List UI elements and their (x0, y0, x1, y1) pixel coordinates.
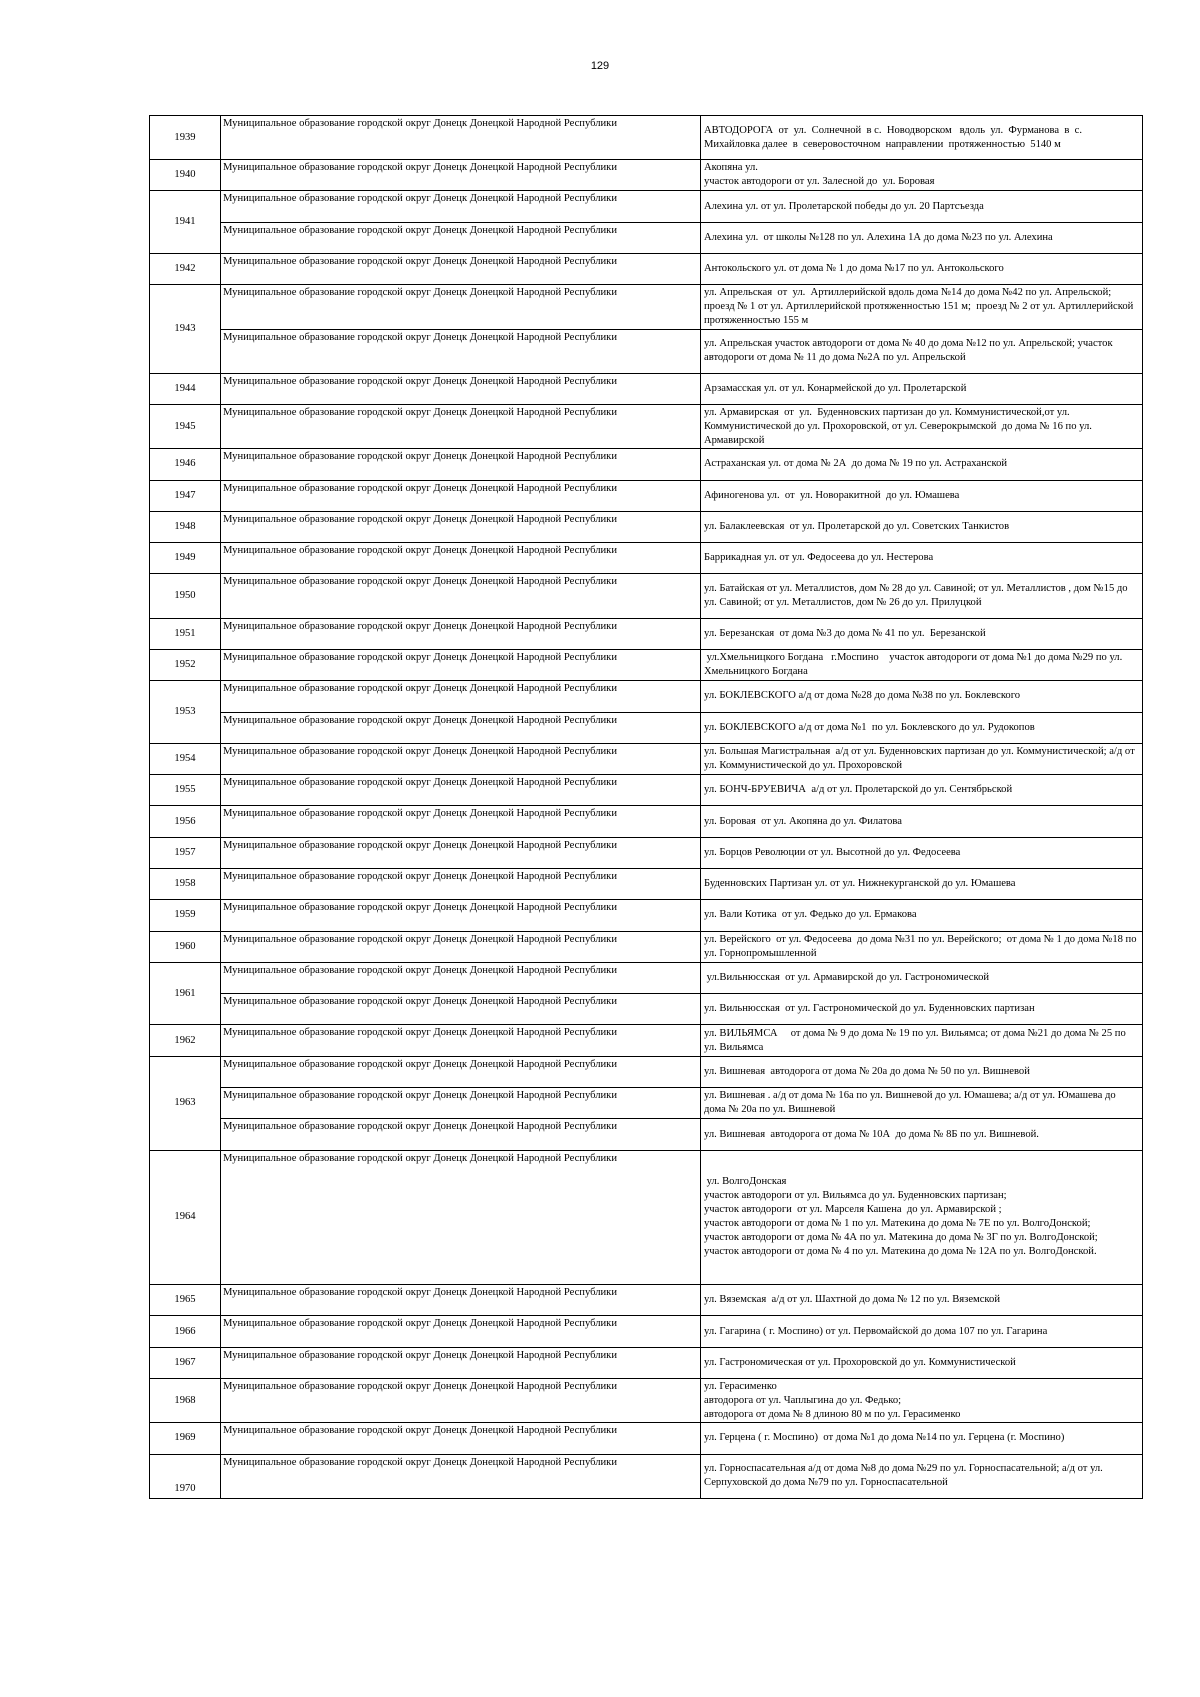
description-line: ул. Борцов Революции от ул. Высотной до ул. Федосеева (704, 846, 961, 858)
road-description (701, 543, 1143, 574)
table-row (150, 1088, 1143, 1119)
table-row (150, 373, 1143, 404)
entry-number: 1963 (150, 1056, 221, 1150)
description-line: ул. ВИЛЬЯМСА от дома № 9 до дома № 19 по ул. Вильямса; от дома №21 до дома № 25 по ул. Вильямса (704, 1027, 1129, 1053)
road-description (701, 900, 1143, 931)
description-line: участок автодороги от дома № 1 по ул. Матекина до дома № 7Е по ул. ВолгоДонской; (704, 1218, 1091, 1230)
table-row (150, 254, 1143, 285)
description-line: ул. БОКЛЕВСКОГО а/д от дома №1 по ул. Боклевского до ул. Рудокопов (704, 721, 1035, 733)
entry-number: 1970 (150, 1454, 221, 1498)
description-line: Арзамасская ул. от ул. Конармейской до ул. Пролетарской (704, 382, 967, 394)
table-row (150, 868, 1143, 899)
owner-cell: Муниципальное образование городской округ Донецк Донецкой Народной Республики (221, 618, 701, 649)
road-description (701, 449, 1143, 480)
owner-cell: Муниципальное образование городской округ Донецк Донецкой Народной Республики (221, 254, 701, 285)
entry-number: 1946 (150, 449, 221, 480)
owner-cell: Муниципальное образование городской округ Донецк Донецкой Народной Республики (221, 868, 701, 899)
table-row (150, 1423, 1143, 1454)
entry-number: 1969 (150, 1423, 221, 1454)
road-description (701, 712, 1143, 743)
road-description (701, 1285, 1143, 1316)
table-row (150, 191, 1143, 222)
owner-cell: Муниципальное образование городской округ Донецк Донецкой Народной Республики (221, 775, 701, 806)
entry-number: 1968 (150, 1379, 221, 1423)
entry-number: 1960 (150, 931, 221, 962)
entry-number: 1947 (150, 480, 221, 511)
description-line: ул. БОКЛЕВСКОГО а/д от дома №28 до дома №38 по ул. Боклевского (704, 690, 1021, 702)
description-line: автодорога от дома № 8 длиною 80 м по ул. Герасименко (704, 1408, 961, 1420)
road-description (701, 1150, 1143, 1285)
entry-number: 1965 (150, 1285, 221, 1316)
description-line: ул. ВолгоДонская (704, 1176, 787, 1188)
table-row (150, 1150, 1143, 1285)
description-line: АВТОДОРОГА от ул. Солнечной в с. Новодворском вдоль ул. Фурманова в с. Михайловка далее в северовосточном направлении протяженностью 5140 м (704, 124, 1085, 150)
table-row (150, 900, 1143, 931)
owner-cell: Муниципальное образование городской округ Донецк Донецкой Народной Республики (221, 511, 701, 542)
table-row (150, 543, 1143, 574)
description-line: Буденновских Партизан ул. от ул. Нижнекурганской до ул. Юмашева (704, 878, 1016, 890)
owner-cell: Муниципальное образование городской округ Донецк Донецкой Народной Республики (221, 329, 701, 373)
description-line: участок автодороги от ул. Залесной до ул. Боровая (704, 176, 935, 188)
description-line: ул. Балаклеевская от ул. Пролетарской до ул. Советских Танкистов (704, 520, 1010, 532)
description-line: участок автодороги от ул. Марселя Кашена до ул. Армавирской ; (704, 1204, 1002, 1216)
owner-cell: Муниципальное образование городской округ Донецк Донецкой Народной Республики (221, 1088, 701, 1119)
road-description (701, 1119, 1143, 1150)
description-line: ул. Боровая от ул. Акопяна до ул. Филатова (704, 815, 902, 827)
entry-number: 1966 (150, 1316, 221, 1347)
table-row (150, 1379, 1143, 1423)
table-row (150, 837, 1143, 868)
road-description (701, 649, 1143, 680)
road-description (701, 480, 1143, 511)
table-row (150, 329, 1143, 373)
description-line: Акопяна ул. (704, 162, 758, 174)
entry-number: 1958 (150, 868, 221, 899)
road-description (701, 994, 1143, 1025)
road-description (701, 618, 1143, 649)
owner-cell: Муниципальное образование городской округ Донецк Донецкой Народной Республики (221, 373, 701, 404)
road-description (701, 962, 1143, 993)
owner-cell: Муниципальное образование городской округ Донецк Донецкой Народной Республики (221, 543, 701, 574)
table-row (150, 1316, 1143, 1347)
table-row (150, 574, 1143, 618)
road-description (701, 837, 1143, 868)
table-row (150, 649, 1143, 680)
entry-number: 1964 (150, 1150, 221, 1285)
owner-cell: Муниципальное образование городской округ Донецк Донецкой Народной Республики (221, 1119, 701, 1150)
page-number: 129 (590, 60, 610, 72)
entry-number: 1953 (150, 681, 221, 744)
entry-number: 1939 (150, 116, 221, 160)
entry-number: 1945 (150, 405, 221, 449)
table-row (150, 994, 1143, 1025)
owner-cell: Муниципальное образование городской округ Донецк Донецкой Народной Республики (221, 574, 701, 618)
entry-number: 1952 (150, 649, 221, 680)
owner-cell: Муниципальное образование городской округ Донецк Донецкой Народной Республики (221, 994, 701, 1025)
road-description (701, 511, 1143, 542)
owner-cell: Муниципальное образование городской округ Донецк Донецкой Народной Республики (221, 1150, 701, 1285)
description-line: ул. Гастрономическая от ул. Прохоровской до ул. Коммунистической (704, 1356, 1016, 1368)
entry-number: 1954 (150, 743, 221, 774)
owner-cell: Муниципальное образование городской округ Донецк Донецкой Народной Республики (221, 1379, 701, 1423)
road-description (701, 160, 1143, 191)
road-description (701, 405, 1143, 449)
description-line: ул. Вишневая автодорога от дома № 20а до дома № 50 по ул. Вишневой (704, 1065, 1030, 1077)
table-row (150, 1347, 1143, 1378)
road-description (701, 191, 1143, 222)
entry-number: 1957 (150, 837, 221, 868)
road-register-table (149, 115, 1143, 1499)
table-row (150, 962, 1143, 993)
entry-number: 1961 (150, 962, 221, 1025)
table-row (150, 743, 1143, 774)
road-description (701, 806, 1143, 837)
table-row (150, 160, 1143, 191)
description-line: Баррикадная ул. от ул. Федосеева до ул. Нестерова (704, 552, 934, 564)
owner-cell: Муниципальное образование городской округ Донецк Донецкой Народной Республики (221, 449, 701, 480)
owner-cell: Муниципальное образование городской округ Донецк Донецкой Народной Республики (221, 1454, 701, 1498)
road-description (701, 681, 1143, 712)
road-description (701, 222, 1143, 253)
owner-cell: Муниципальное образование городской округ Донецк Донецкой Народной Республики (221, 806, 701, 837)
owner-cell: Муниципальное образование городской округ Донецк Донецкой Народной Республики (221, 222, 701, 253)
table-row (150, 1025, 1143, 1056)
road-description (701, 931, 1143, 962)
entry-number: 1941 (150, 191, 221, 254)
description-line: ул. Гагарина ( г. Моспино) от ул. Первомайской до дома 107 по ул. Гагарина (704, 1325, 1048, 1337)
description-line: ул. Вишневая . а/д от дома № 16а по ул. Вишневой до ул. Юмашева; а/д от ул. Юмашева до дома № 20а по ул. Вишневой (704, 1090, 1119, 1116)
owner-cell: Муниципальное образование городской округ Донецк Донецкой Народной Республики (221, 1423, 701, 1454)
description-line: ул. Апрельская участок автодороги от дома № 40 до дома №12 по ул. Апрельской; участок автодороги от дома № 11 до дома №2А по ул. Апрельской (704, 338, 1116, 364)
owner-cell: Муниципальное образование городской округ Донецк Донецкой Народной Республики (221, 743, 701, 774)
owner-cell: Муниципальное образование городской округ Донецк Донецкой Народной Республики (221, 405, 701, 449)
description-line: ул. Вяземская а/д от ул. Шахтной до дома № 12 по ул. Вяземской (704, 1294, 1001, 1306)
road-description (701, 1379, 1143, 1423)
description-line: Алехина ул. от школы №128 по ул. Алехина 1А до дома №23 по ул. Алехина (704, 231, 1053, 243)
table-row (150, 511, 1143, 542)
road-description (701, 329, 1143, 373)
description-line: ул. БОНЧ-БРУЕВИЧА а/д от ул. Пролетарской до ул. Сентябрьской (704, 784, 1013, 796)
owner-cell: Муниципальное образование городской округ Донецк Донецкой Народной Республики (221, 1347, 701, 1378)
register-body (150, 116, 1143, 1499)
road-description (701, 1454, 1143, 1498)
table-row (150, 449, 1143, 480)
entry-number: 1942 (150, 254, 221, 285)
road-description (701, 1056, 1143, 1087)
entry-number: 1962 (150, 1025, 221, 1056)
road-description (701, 1423, 1143, 1454)
description-line: Афиногенова ул. от ул. Новоракитной до ул. Юмашева (704, 489, 960, 501)
description-line: ул. Герасименко (704, 1380, 777, 1392)
owner-cell: Муниципальное образование городской округ Донецк Донецкой Народной Республики (221, 931, 701, 962)
road-description (701, 868, 1143, 899)
road-description (701, 1316, 1143, 1347)
road-description (701, 285, 1143, 329)
description-line: ул. Батайская от ул. Металлистов, дом № 28 до ул. Савиной; от ул. Металлистов , дом №15 до ул. Савиной; от ул. Металлистов, дом № 26 до ул. Прилуцкой (704, 583, 1131, 609)
description-line: Антокольского ул. от дома № 1 до дома №17 по ул. Антокольского (704, 263, 1004, 275)
table-row (150, 775, 1143, 806)
description-line: Астраханская ул. от дома № 2А до дома № 19 по ул. Астраханской (704, 458, 1008, 470)
description-line: ул. Апрельская от ул. Артиллерийской вдоль дома №14 до дома №42 по ул. Апрельской; проезд № 1 от ул. Артиллерийской протяженностью 151 м; проезд № 2 от ул. Артиллерийской протяженностью 155 м (704, 286, 1136, 326)
table-row (150, 1285, 1143, 1316)
owner-cell: Муниципальное образование городской округ Донецк Донецкой Народной Республики (221, 1316, 701, 1347)
table-row (150, 1056, 1143, 1087)
description-line: ул.Вильнюсская от ул. Армавирской до ул. Гастрономической (704, 972, 990, 984)
owner-cell: Муниципальное образование городской округ Донецк Донецкой Народной Республики (221, 480, 701, 511)
owner-cell: Муниципальное образование городской округ Донецк Донецкой Народной Республики (221, 649, 701, 680)
table-row (150, 285, 1143, 329)
owner-cell: Муниципальное образование городской округ Донецк Донецкой Народной Республики (221, 1025, 701, 1056)
entry-number: 1951 (150, 618, 221, 649)
entry-number: 1955 (150, 775, 221, 806)
owner-cell: Муниципальное образование городской округ Донецк Донецкой Народной Республики (221, 285, 701, 329)
road-description (701, 743, 1143, 774)
description-line: ул.Хмельницкого Богдана г.Моспино участок автодороги от дома №1 до дома №29 по ул. Хмельницкого Богдана (704, 652, 1125, 678)
entry-number: 1943 (150, 285, 221, 373)
road-description (701, 373, 1143, 404)
road-description (701, 254, 1143, 285)
owner-cell: Муниципальное образование городской округ Донецк Донецкой Народной Республики (221, 900, 701, 931)
table-row (150, 681, 1143, 712)
road-description (701, 1088, 1143, 1119)
description-line: ул. Вильнюсская от ул. Гастрономической до ул. Буденновских партизан (704, 1003, 1035, 1015)
owner-cell: Муниципальное образование городской округ Донецк Донецкой Народной Республики (221, 681, 701, 712)
road-description (701, 775, 1143, 806)
road-description (701, 1025, 1143, 1056)
table-row (150, 405, 1143, 449)
owner-cell: Муниципальное образование городской округ Донецк Донецкой Народной Республики (221, 191, 701, 222)
description-line: автодорога от ул. Чаплыгина до ул. Федько; (704, 1394, 902, 1406)
table-row (150, 618, 1143, 649)
description-line: участок автодороги от дома № 4 по ул. Матекина до дома № 12А по ул. ВолгоДонской. (704, 1246, 1097, 1258)
road-description (701, 574, 1143, 618)
entry-number: 1949 (150, 543, 221, 574)
owner-cell: Муниципальное образование городской округ Донецк Донецкой Народной Республики (221, 962, 701, 993)
table-row (150, 1119, 1143, 1150)
owner-cell: Муниципальное образование городской округ Донецк Донецкой Народной Республики (221, 1056, 701, 1087)
owner-cell: Муниципальное образование городской округ Донецк Донецкой Народной Республики (221, 160, 701, 191)
description-line: ул. Березанская от дома №3 до дома № 41 по ул. Березанской (704, 627, 986, 639)
owner-cell: Муниципальное образование городской округ Донецк Донецкой Народной Республики (221, 1285, 701, 1316)
table-row (150, 1454, 1143, 1498)
table-row (150, 806, 1143, 837)
table-row (150, 931, 1143, 962)
entry-number: 1940 (150, 160, 221, 191)
description-line: ул. Вишневая автодорога от дома № 10А до дома № 8Б по ул. Вишневой. (704, 1128, 1039, 1140)
description-line: ул. Горноспасательная а/д от дома №8 до дома №29 по ул. Горноспасательной; а/д от ул. Серпуховской до дома №79 по ул. Горноспасательной (704, 1463, 1106, 1489)
entry-number: 1967 (150, 1347, 221, 1378)
description-line: ул. Вали Котика от ул. Федько до ул. Ермакова (704, 909, 917, 921)
entry-number: 1956 (150, 806, 221, 837)
description-line: Алехина ул. от ул. Пролетарской победы до ул. 20 Партсъезда (704, 200, 984, 212)
table-row (150, 712, 1143, 743)
table-row (150, 116, 1143, 160)
table-row (150, 480, 1143, 511)
owner-cell: Муниципальное образование городской округ Донецк Донецкой Народной Республики (221, 837, 701, 868)
description-line: ул. Большая Магистральная а/д от ул. Буденновских партизан до ул. Коммунистической; а/д от ул. Коммунистической до ул. Прохоровской (704, 745, 1138, 771)
entry-number: 1948 (150, 511, 221, 542)
table-row (150, 222, 1143, 253)
description-line: ул. Верейского от ул. Федосеева до дома №31 по ул. Верейского; от дома № 1 до дома №18 по ул. Горнопромышленной (704, 933, 1140, 959)
description-line: ул. Армавирская от ул. Буденновских партизан до ул. Коммунистической,от ул. Коммунистической до ул. Прохоровской, от ул. Северокрымской до дома № 16 по ул. Армавирской (704, 406, 1095, 446)
owner-cell: Муниципальное образование городской округ Донецк Донецкой Народной Республики (221, 712, 701, 743)
entry-number: 1944 (150, 373, 221, 404)
entry-number: 1950 (150, 574, 221, 618)
road-description (701, 116, 1143, 160)
description-line: участок автодороги от ул. Вильямса до ул. Буденновских партизан; (704, 1190, 1007, 1202)
road-description (701, 1347, 1143, 1378)
description-line: участок автодороги от дома № 4А по ул. Матекина до дома № 3Г по ул. ВолгоДонской; (704, 1232, 1098, 1244)
entry-number: 1959 (150, 900, 221, 931)
description-line: ул. Герцена ( г. Моспино) от дома №1 до дома №14 по ул. Герцена (г. Моспино) (704, 1432, 1065, 1444)
owner-cell: Муниципальное образование городской округ Донецк Донецкой Народной Республики (221, 116, 701, 160)
